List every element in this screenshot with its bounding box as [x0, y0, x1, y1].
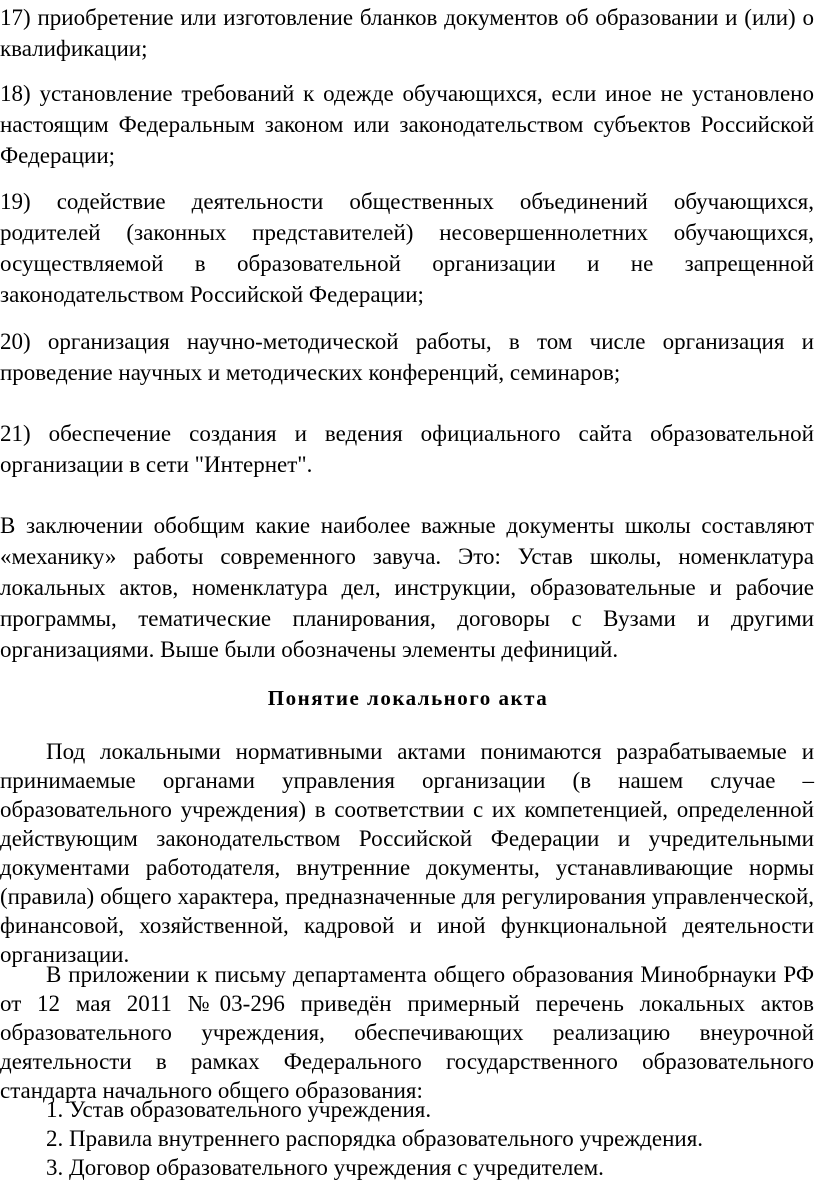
- list-item: 3. Договор образовательного учреждения с учредителем.: [46, 1155, 604, 1180]
- list-item-20: 20) организация научно-методической работы, в том числе организация и проведение научных и методических конференций, семинаров;: [0, 329, 814, 385]
- list-item: 1. Устав образовательного учреждения.: [46, 1097, 432, 1122]
- conclusion-paragraph: В заключении обобщим какие наиболее важные документы школы составляют «механику» работы современного завуча. Это: Устав школы, номенклатура локальных актов, номенклатура дел, инструкции, образовательные и рабочие программы, тематические планирования, договоры с Вузами и другими организациями. Выше были обозначены элементы дефиниций.: [0, 513, 814, 662]
- section-heading: Понятие локального акта: [267, 686, 549, 710]
- list-item-21: 21) обеспечение создания и ведения официального сайта образовательной организации в сети "Интернет".: [0, 421, 814, 477]
- appendix-paragraph: В приложении к письму департамента общего образования Минобрнауки РФ от 12 мая 2011 №03-296 приведён примерный перечень локальных актов образовательного учреждения, обеспечивающих реализацию внеурочной деятельности в рамках Федерального государственного образовательного стандарта начального общего образования:: [0, 962, 814, 1103]
- definition-paragraph: Под локальными нормативными актами понимаются разрабатываемые и принимаемые органами управления организации (в нашем случае – образовательного учреждения) в соответствии с их компетенцией, определенной действующим законодательством Российской Федерации и учредительными документами работодателя, внутренние документы, устанавливающие нормы (правила) общего характера, предназначенные для регулирования управленческой, финансовой, хозяйственной, кадровой и иной функциональной деятельности организации.: [0, 739, 814, 967]
- list-item: 2. Правила внутреннего распорядка образовательного учреждения.: [46, 1126, 704, 1151]
- list-item-18: 18) установление требований к одежде обучающихся, если иное не установлено настоящим Федеральным законом или законодательством субъектов Российской Федерации;: [0, 81, 814, 168]
- list-item-17: 17) приобретение или изготовление бланков документов об образовании и (или) о квалификации;: [0, 5, 814, 61]
- list-item-19: 19) содействие деятельности общественных объединений обучающихся, родителей (законных представителей) несовершеннолетних обучающихся, осуществляемой в образовательной организации и не запрещенной законодательством Российской Федерации;: [0, 189, 814, 307]
- local-acts-list: [0, 1095, 816, 1182]
